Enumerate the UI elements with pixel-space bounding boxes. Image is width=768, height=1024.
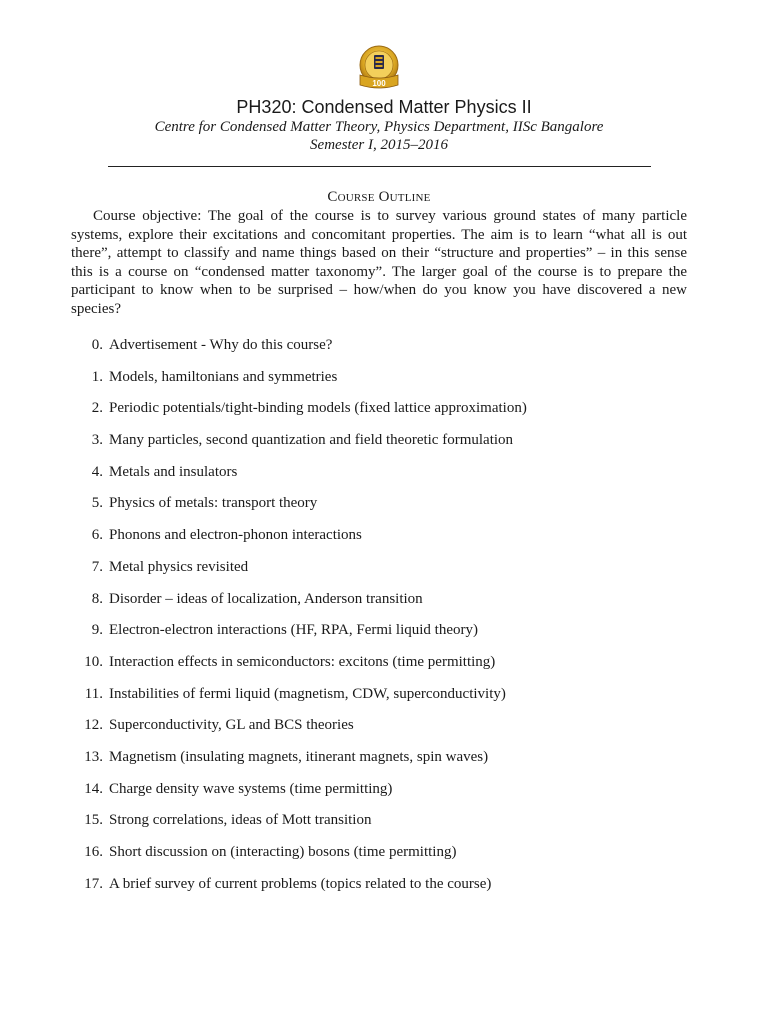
topic-number: 6. — [91, 527, 103, 544]
topic-text: Magnetism (insulating magnets, itinerant magnets, spin waves) — [109, 748, 489, 765]
topic-text: Electron-electron interactions (HF, RPA, Fermi liquid theory) — [109, 622, 479, 639]
topic-item — [70, 652, 710, 684]
topic-text: Many particles, second quantization and field theoretic formulation — [109, 432, 514, 449]
topic-number: 4. — [91, 463, 103, 480]
iisc-centenary-logo — [357, 45, 401, 93]
topic-text: Disorder – ideas of localization, Anderson transition — [109, 590, 423, 607]
topic-text: A brief survey of current problems (topics related to the course) — [109, 875, 492, 892]
topic-item — [70, 779, 710, 811]
topic-number: 13. — [84, 748, 103, 765]
seal-icon — [357, 45, 401, 93]
logo-centenary-text: 100 — [372, 79, 386, 88]
topic-item — [70, 398, 710, 430]
topic-item — [70, 874, 710, 906]
topic-number: 3. — [91, 432, 103, 449]
topic-number: 2. — [91, 400, 103, 417]
topic-number: 10. — [84, 653, 103, 670]
department-subtitle: Centre for Condensed Matter Theory, Physics Department, IISc Bangalore — [154, 119, 604, 135]
topic-item — [70, 620, 710, 652]
topic-text: Advertisement - Why do this course? — [109, 337, 333, 353]
topic-text: Strong correlations, ideas of Mott transition — [109, 812, 372, 829]
topic-item — [70, 810, 710, 842]
semester-line: Semester I, 2015–2016 — [310, 137, 448, 153]
topic-number: 8. — [91, 590, 103, 607]
topic-text: Charge density wave systems (time permitting) — [109, 780, 393, 797]
topic-item — [70, 335, 710, 367]
topic-list — [70, 335, 710, 905]
course-title: PH320: Condensed Matter Physics II — [236, 97, 532, 117]
topic-text: Models, hamiltonians and symmetries — [109, 368, 338, 385]
topic-item — [70, 493, 710, 525]
topic-text: Metals and insulators — [109, 463, 238, 480]
topic-item — [70, 684, 710, 716]
topic-number: 16. — [84, 844, 103, 860]
topic-number: 17. — [84, 875, 103, 892]
topic-item — [70, 525, 710, 557]
course-objective-paragraph: Course objective: The goal of the course is to survey various ground states of many particle systems, explore their excitations and concomitant properties. The aim is to learn “what all is out there”, attempt to classify and name things based on their “structure and properties” – in this sense this is a course on “condensed matter taxonomy”. The larger goal of the course is to prepare the participant to know when to be surprised – how/when do you know you have discovered a new species? — [71, 208, 687, 317]
topic-item — [70, 842, 710, 874]
topic-number: 0. — [91, 337, 103, 353]
topic-item — [70, 557, 710, 589]
topic-item — [70, 367, 710, 399]
topic-item — [70, 747, 710, 779]
topic-number: 14. — [84, 780, 103, 797]
topic-item — [70, 715, 710, 747]
topic-text: Physics of metals: transport theory — [109, 495, 318, 512]
topic-number: 1. — [91, 368, 103, 385]
topic-number: 11. — [84, 685, 103, 702]
topic-text: Instabilities of fermi liquid (magnetism, CDW, superconductivity) — [109, 685, 506, 702]
section-heading: Course Outline — [327, 189, 431, 205]
topic-text: Metal physics revisited — [109, 558, 249, 575]
topic-item — [70, 430, 710, 462]
topic-text: Superconductivity, GL and BCS theories — [109, 717, 354, 734]
topic-item — [70, 589, 710, 621]
header-divider — [108, 166, 651, 167]
topic-text: Phonons and electron-phonon interactions — [109, 527, 362, 544]
topic-number: 5. — [91, 495, 103, 512]
topic-number: 7. — [91, 558, 103, 575]
topic-number: 9. — [91, 622, 103, 639]
topic-text: Interaction effects in semiconductors: excitons (time permitting) — [109, 653, 496, 670]
topic-number: 12. — [84, 717, 103, 734]
topic-text: Short discussion on (interacting) bosons (time permitting) — [109, 844, 457, 860]
topic-number: 15. — [84, 812, 103, 829]
topic-text: Periodic potentials/tight-binding models (fixed lattice approximation) — [109, 400, 527, 417]
topic-item — [70, 462, 710, 494]
